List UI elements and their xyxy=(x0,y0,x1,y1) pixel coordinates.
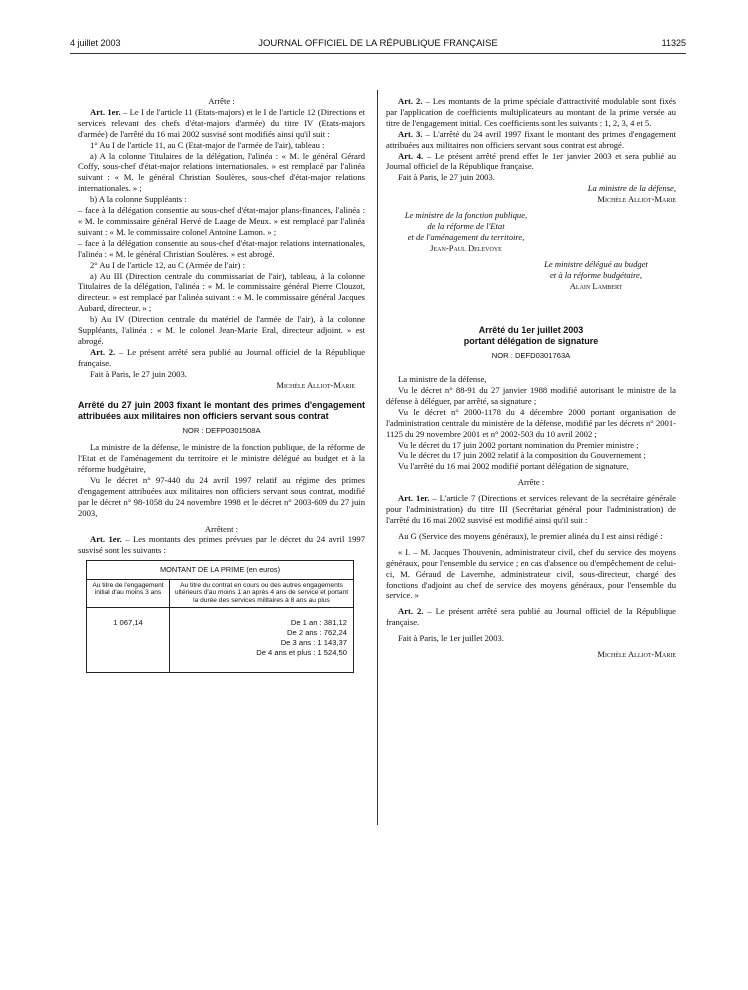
article-text: – Le I de l'article 11 (Etats-majors) et le I de l'article 12 (Directions et services relevant des chefs d'état-majors d'armée) du titre IV (Etats-majors d'armée) de l'arrêté du 16 mai 2002 susvisé sont modifiés ainsi qu'il suit : xyxy=(78,106,365,139)
signature: Michèle Alliot-Marie xyxy=(597,194,676,205)
header-rule xyxy=(70,53,686,54)
header-date: 4 juillet 2003 xyxy=(70,38,121,48)
article-2-delegation xyxy=(386,606,676,628)
arrete-subtitle: portant délégation de signature xyxy=(463,335,599,346)
nor-reference: NOR : DEFP0301508A xyxy=(182,426,261,436)
article-text: – Les montants des primes prévues par le décret du 24 avril 1997 susvisé sont les suivants : xyxy=(78,534,365,556)
arrete-heading: Arrête : xyxy=(208,96,235,106)
paragraph: Vu le décret du 17 juin 2002 relatif à la composition du Gouvernement ; xyxy=(398,450,646,461)
article-text: – Le présent arrêté sera publié au Journal officiel de la République française. xyxy=(386,606,676,628)
article-text: – Le présent arrêté prend effet le 1er janvier 2003 et sera publié au Journal officiel de la République française. xyxy=(386,150,677,172)
arretent-heading: Arrêtent : xyxy=(204,523,239,534)
arrete-title: Arrêté du 27 juin 2003 fixant le montant des primes d'engagement attribuées aux militaires non officiers servant sous contrat xyxy=(78,400,365,421)
table-column-header: Au titre du contrat en cours ou des autres engagements ultérieurs d'au moins 1 an après 4 ans de service et portant la durée des services militaires à 8 ans au plus xyxy=(170,579,354,607)
arrete-title: Arrêté du 1er juillet 2003 xyxy=(478,325,584,336)
table-header: MONTANT DE LA PRIME (en euros) xyxy=(87,561,354,580)
prime-line: De 1 an : 381,12 xyxy=(290,617,347,627)
paragraph: Vu le décret n° 2000-1178 du 4 décembre 2000 portant organisation de l'administration centrale du ministère de la défense, modifié par les décrets n° 2001-1125 du 29 novembre 2001 et n° 2002-503 du 10 avril 2002 ; xyxy=(386,406,676,439)
signatory-role: et à la réforme budgétaire, xyxy=(549,269,643,280)
prime-line: De 3 ans : 1 143,37 xyxy=(280,638,347,648)
article-text: – L'article 7 (Directions et services relevant de la secrétaire générale pour l'administration) du titre III (Secrétariat général pour l'administration) de l'arrêté du 16 mai 2002 susvisé est modifié ainsi qu'il suit : xyxy=(386,493,676,525)
signature: Michèle Alliot-Marie xyxy=(597,649,676,660)
signatory-block xyxy=(516,259,676,292)
left-column xyxy=(78,96,365,673)
table-cell: 1 067,14 xyxy=(87,607,170,673)
paragraph: a) A la colonne Titulaires de la délégation, l'alinéa : « M. le général Gérard Coffy, sous-chef d'état-major relations internationales. » est remplacé par l'alinéa suivant : « M. le général Christian Soulères, sous-chef d'état-major relations internationales. » ; xyxy=(78,150,365,194)
column-divider xyxy=(377,90,378,825)
nor-reference: NOR : DEFD0301763A xyxy=(491,351,571,361)
table-cell xyxy=(170,607,354,673)
signatory-role: La ministre de la défense, xyxy=(587,183,676,194)
signature: Jean-Paul Delevoye xyxy=(430,242,502,253)
article-text: – L'arrêté du 24 avril 1997 fixant le montant des primes d'engagement attribuées aux militaires non officiers servant sous contrat est abrogé. xyxy=(386,128,676,150)
article-4 xyxy=(386,151,676,173)
paragraph: 1° Au I de l'article 11, au C (Etat-major de l'armée de l'air), tableau : xyxy=(90,139,325,150)
article-label: Art. 2. xyxy=(90,346,116,357)
paragraph: Vu le décret n° 88-91 du 27 janvier 1988 modifié autorisant le ministre de la défense à déléguer, par arrêté, sa signature ; xyxy=(386,385,676,406)
article-1-delegation xyxy=(386,493,676,526)
article-label: Art. 1er. xyxy=(90,106,121,117)
paragraph: a) Au III (Direction centrale du commissariat de l'air), tableau, à la colonne Titulaires de la délégation, l'alinéa : « M. le commissaire général Pierre Clouzot, directeur. » est remplacé par l'alinéa suivant : « M. le commissaire général Jacques Aubard, directeur. » ; xyxy=(78,270,365,314)
article-label: Art. 2. xyxy=(398,606,424,617)
fait-a-paris: Fait à Paris, le 1er juillet 2003. xyxy=(398,633,504,644)
prime-line: De 4 ans et plus : 1 524,50 xyxy=(256,648,347,658)
article-text: – Le présent arrêté sera publié au Journal officiel de la République française. xyxy=(78,346,366,368)
arrete-heading: Arrête : xyxy=(517,477,545,488)
paragraph: La ministre de la défense, le ministre de la fonction publique, de la réforme de l'Etat et de l'aménagement du territoire et le ministre délégué au budget et à la réforme budgétaire, xyxy=(78,442,365,474)
article-2 xyxy=(78,347,365,369)
prime-line: De 2 ans : 762,24 xyxy=(287,627,347,637)
article-1-primes xyxy=(78,534,365,556)
article-label: Art. 4. xyxy=(398,150,424,161)
article-text: – Les montants de la prime spéciale d'attractivité modulable sont fixés par l'application de coefficients multiplicateurs au montant de la prime versée au titre de l'engagement initial. Ces coefficients sont les suivants : 1, 2, 3, 4 et 5. xyxy=(386,96,676,128)
paragraph: Vu le décret du 17 juin 2002 portant nomination du Premier ministre ; xyxy=(398,439,639,450)
signatory-role: et de l'aménagement du territoire, xyxy=(407,231,525,242)
table-column-header: Au titre de l'engagement initial d'au moins 3 ans xyxy=(87,579,170,607)
paragraph: 2° Au I de l'article 12, au C (Armée de l'air) : xyxy=(90,259,245,270)
paragraph: – face à la délégation consentie au sous-chef d'état-major relations internationales, l'alinéa : « M. le général Christian Soulères. » est abrogé. xyxy=(78,237,365,259)
signatory-role: de la réforme de l'Etat xyxy=(427,220,505,231)
paragraph: b) Au IV (Direction centrale du matériel de l'armée de l'air), à la colonne Suppléants, l'alinéa : « M. le colonel Jean-Marie Eral, directeur adjoint. » est abrogé. xyxy=(78,314,365,346)
article-label: Art. 3. xyxy=(398,128,423,139)
paragraph: Au G (Service des moyens généraux), le premier alinéa du I est ainsi rédigé : xyxy=(398,530,663,541)
signature: Alain Lambert xyxy=(569,280,623,291)
article-1 xyxy=(78,107,365,140)
article-label: Art. 2. xyxy=(398,96,423,106)
paragraph: – face à la délégation consentie au sous-chef d'état-major plans-finances, l'alinéa : « M. le commissaire général Hervé de Laage de Meux. » est remplacé par l'alinéa suivant : « M. le commissaire colonel Antoine Lamon. » ; xyxy=(78,205,365,237)
fait-a-paris: Fait à Paris, le 27 juin 2003. xyxy=(90,368,187,379)
prime-amount-table xyxy=(86,560,354,673)
paragraph: « I. – M. Jacques Thouvenin, administrateur civil, chef du service des moyens généraux, pour l'ensemble du service ; en cas d'absence ou d'empêchement de celui-ci, M. Géraud de Lavernhe, administrateur civil, sous-directeur, chargé des fonctions d'adjoint au chef de service des moyens généraux, pour l'ensemble du service. » xyxy=(386,546,676,601)
paragraph: La ministre de la défense, xyxy=(398,374,487,385)
header-journal-title: JOURNAL OFFICIEL DE LA RÉPUBLIQUE FRANÇAISE xyxy=(258,38,498,49)
paragraph: Vu l'arrêté du 16 mai 2002 modifié portant délégation de signature, xyxy=(398,461,629,472)
signatory-role: Le ministre de la fonction publique, xyxy=(404,210,528,221)
signatory-block xyxy=(386,210,546,254)
page-header xyxy=(70,38,686,52)
paragraph: b) A la colonne Suppléants : xyxy=(90,194,187,205)
article-2-prime xyxy=(386,96,676,129)
article-label: Art. 1er. xyxy=(90,534,122,545)
article-3 xyxy=(386,129,676,151)
signature: Michèle Alliot-Marie xyxy=(276,379,355,390)
article-label: Art. 1er. xyxy=(398,493,430,504)
header-page-number: 11325 xyxy=(661,38,686,48)
fait-a-paris: Fait à Paris, le 27 juin 2003. xyxy=(398,172,495,183)
paragraph: Vu le décret n° 97-440 du 24 avril 1997 relatif au régime des primes d'engagement attribuées aux militaires non officiers servant sous contrat, modifié par le décret n° 98-1058 du 24 novembre 1998 et le décret n° 2003-609 du 27 juin 2003, xyxy=(78,474,365,518)
signatory-role: Le ministre délégué au budget xyxy=(544,258,648,269)
right-column xyxy=(386,96,676,660)
